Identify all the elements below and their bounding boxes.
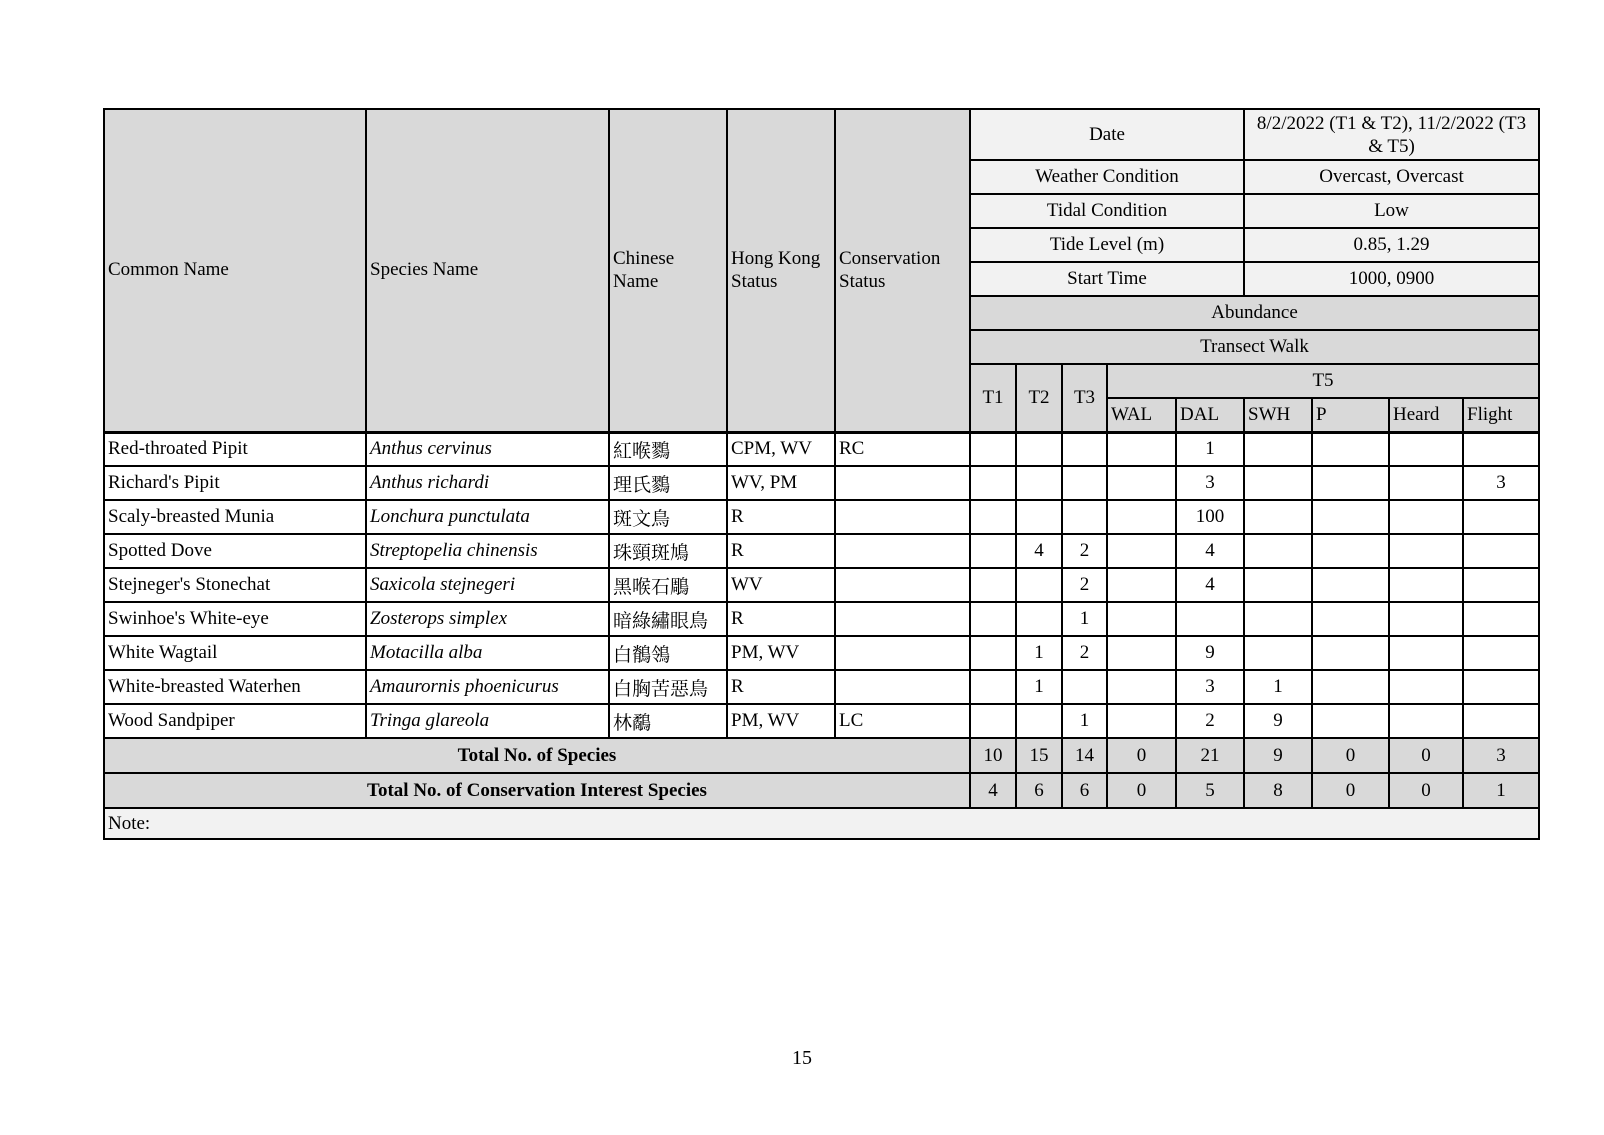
total-cell: 0 <box>1312 773 1389 808</box>
abundance-cell <box>1244 500 1312 534</box>
total-cell: 0 <box>1107 738 1176 773</box>
abundance-cell: 3 <box>1463 466 1539 500</box>
abundance-cell <box>1107 602 1176 636</box>
header-t1: T1 <box>970 364 1016 432</box>
hk-status-cell: WV, PM <box>727 466 835 500</box>
abundance-cell: 2 <box>1176 704 1244 738</box>
abundance-cell: 2 <box>1062 636 1107 670</box>
hk-status-cell: R <box>727 534 835 568</box>
abundance-cell <box>1463 670 1539 704</box>
abundance-cell <box>1389 500 1463 534</box>
abundance-cell <box>1062 432 1107 466</box>
page-number: 15 <box>792 1047 812 1069</box>
note-row <box>104 808 1539 839</box>
abundance-cell <box>1389 636 1463 670</box>
abundance-cell <box>1312 568 1389 602</box>
header-t3: T3 <box>1062 364 1107 432</box>
header-t5: T5 <box>1107 364 1539 398</box>
conservation-status-cell <box>835 636 970 670</box>
chinese-name-cell: 黑喉石鵰 <box>609 568 727 602</box>
abundance-cell: 4 <box>1176 568 1244 602</box>
abundance-cell <box>1463 534 1539 568</box>
abundance-cell <box>1389 432 1463 466</box>
total-cell: 21 <box>1176 738 1244 773</box>
weather-value: Overcast, Overcast <box>1244 160 1539 194</box>
chinese-name-cell: 紅喉鷚 <box>609 432 727 466</box>
table-row <box>104 466 1539 500</box>
total-cell: 1 <box>1463 773 1539 808</box>
abundance-cell <box>1389 568 1463 602</box>
abundance-cell <box>1312 602 1389 636</box>
abundance-cell <box>1389 670 1463 704</box>
conservation-status-cell <box>835 568 970 602</box>
abundance-cell: 1 <box>1062 704 1107 738</box>
abundance-cell <box>1244 602 1312 636</box>
total-cell: 10 <box>970 738 1016 773</box>
species-name-cell: Amaurornis phoenicurus <box>366 670 609 704</box>
start-time-value: 1000, 0900 <box>1244 262 1539 296</box>
abundance-cell <box>1107 568 1176 602</box>
chinese-name-cell: 白胸苦惡鳥 <box>609 670 727 704</box>
hk-status-cell: WV <box>727 568 835 602</box>
total-conservation-row <box>104 773 1539 808</box>
abundance-cell <box>1463 602 1539 636</box>
abundance-cell <box>1463 704 1539 738</box>
conservation-status-cell <box>835 534 970 568</box>
total-cell: 9 <box>1244 738 1312 773</box>
header-t2: T2 <box>1016 364 1062 432</box>
abundance-cell <box>1312 432 1389 466</box>
abundance-cell: 9 <box>1176 636 1244 670</box>
species-name-cell: Lonchura punctulata <box>366 500 609 534</box>
header-swh: SWH <box>1244 398 1312 432</box>
conservation-status-cell <box>835 466 970 500</box>
common-name-cell: White Wagtail <box>104 636 366 670</box>
total-cell: 14 <box>1062 738 1107 773</box>
table-row <box>104 534 1539 568</box>
abundance-cell <box>1176 602 1244 636</box>
abundance-cell <box>1312 500 1389 534</box>
chinese-name-cell: 理氏鷚 <box>609 466 727 500</box>
abundance-cell: 1 <box>1244 670 1312 704</box>
abundance-cell: 1 <box>1016 636 1062 670</box>
common-name-cell: White-breasted Waterhen <box>104 670 366 704</box>
bird-survey-table <box>103 108 1540 840</box>
hk-status-cell: PM, WV <box>727 704 835 738</box>
species-name-cell: Anthus richardi <box>366 466 609 500</box>
table-row <box>104 602 1539 636</box>
abundance-cell <box>1463 500 1539 534</box>
abundance-cell <box>1312 670 1389 704</box>
species-name-cell: Saxicola stejnegeri <box>366 568 609 602</box>
header-p: P <box>1312 398 1389 432</box>
abundance-cell <box>970 704 1016 738</box>
table-row <box>104 500 1539 534</box>
species-name-cell: Anthus cervinus <box>366 432 609 466</box>
abundance-cell <box>1107 534 1176 568</box>
conservation-status-cell: RC <box>835 432 970 466</box>
abundance-cell: 3 <box>1176 466 1244 500</box>
transect-walk-header: Transect Walk <box>970 330 1539 364</box>
total-cell: 6 <box>1016 773 1062 808</box>
hk-status-cell: R <box>727 500 835 534</box>
hk-status-cell: PM, WV <box>727 636 835 670</box>
common-name-cell: Red-throated Pipit <box>104 432 366 466</box>
abundance-cell <box>1389 534 1463 568</box>
table-row <box>104 670 1539 704</box>
abundance-cell <box>1016 432 1062 466</box>
abundance-cell <box>1463 568 1539 602</box>
chinese-name-cell: 白鶺鴒 <box>609 636 727 670</box>
abundance-cell <box>1312 466 1389 500</box>
total-cell: 4 <box>970 773 1016 808</box>
species-name-cell: Motacilla alba <box>366 636 609 670</box>
hk-status-cell: CPM, WV <box>727 432 835 466</box>
abundance-cell <box>1016 568 1062 602</box>
abundance-cell <box>1312 534 1389 568</box>
tidal-label: Tidal Condition <box>970 194 1244 228</box>
conservation-status-cell <box>835 500 970 534</box>
table-row <box>104 636 1539 670</box>
abundance-cell <box>1389 466 1463 500</box>
abundance-cell <box>1062 466 1107 500</box>
conservation-status-cell: LC <box>835 704 970 738</box>
total-cell: 0 <box>1312 738 1389 773</box>
common-name-cell: Swinhoe's White-eye <box>104 602 366 636</box>
abundance-cell <box>1244 534 1312 568</box>
header-species-name: Species Name <box>366 109 609 432</box>
hk-status-cell: R <box>727 602 835 636</box>
abundance-cell: 1 <box>1016 670 1062 704</box>
header-heard: Heard <box>1389 398 1463 432</box>
abundance-cell <box>970 568 1016 602</box>
abundance-cell <box>1389 602 1463 636</box>
table-row <box>104 704 1539 738</box>
abundance-cell <box>1107 704 1176 738</box>
header-conservation-status: Conservation Status <box>835 109 970 432</box>
abundance-cell: 2 <box>1062 534 1107 568</box>
hk-status-cell: R <box>727 670 835 704</box>
abundance-cell <box>1244 636 1312 670</box>
table-row <box>104 432 1539 466</box>
table-row <box>104 568 1539 602</box>
abundance-cell <box>1463 636 1539 670</box>
abundance-cell <box>1016 602 1062 636</box>
species-name-cell: Streptopelia chinensis <box>366 534 609 568</box>
header-hk-status: Hong Kong Status <box>727 109 835 432</box>
abundance-cell <box>1312 704 1389 738</box>
abundance-cell <box>1107 432 1176 466</box>
weather-label: Weather Condition <box>970 160 1244 194</box>
abundance-cell <box>1062 500 1107 534</box>
abundance-cell <box>970 432 1016 466</box>
total-cell: 0 <box>1389 773 1463 808</box>
abundance-cell: 1 <box>1062 602 1107 636</box>
abundance-cell: 4 <box>1016 534 1062 568</box>
tidal-value: Low <box>1244 194 1539 228</box>
abundance-cell <box>1062 670 1107 704</box>
common-name-cell: Stejneger's Stonechat <box>104 568 366 602</box>
abundance-cell: 3 <box>1176 670 1244 704</box>
total-cell: 8 <box>1244 773 1312 808</box>
header-common-name: Common Name <box>104 109 366 432</box>
date-label: Date <box>970 109 1244 160</box>
abundance-cell <box>1016 704 1062 738</box>
total-species-row <box>104 738 1539 773</box>
chinese-name-cell: 斑文鳥 <box>609 500 727 534</box>
total-cell: 3 <box>1463 738 1539 773</box>
abundance-cell <box>970 670 1016 704</box>
tide-level-label: Tide Level (m) <box>970 228 1244 262</box>
abundance-cell <box>970 500 1016 534</box>
abundance-cell <box>1016 466 1062 500</box>
abundance-cell <box>970 534 1016 568</box>
abundance-cell <box>970 602 1016 636</box>
abundance-cell <box>1244 432 1312 466</box>
common-name-cell: Richard's Pipit <box>104 466 366 500</box>
total-cell: 5 <box>1176 773 1244 808</box>
chinese-name-cell: 林鷸 <box>609 704 727 738</box>
date-value: 8/2/2022 (T1 & T2), 11/2/2022 (T3 & T5) <box>1244 109 1539 160</box>
conservation-status-cell <box>835 670 970 704</box>
note-text: Note: <box>104 808 1539 839</box>
header-dal: DAL <box>1176 398 1244 432</box>
total-conservation-row-label: Total No. of Conservation Interest Species <box>104 773 970 808</box>
common-name-cell: Wood Sandpiper <box>104 704 366 738</box>
total-cell: 15 <box>1016 738 1062 773</box>
total-cell: 6 <box>1062 773 1107 808</box>
abundance-cell: 1 <box>1176 432 1244 466</box>
abundance-cell <box>1107 466 1176 500</box>
common-name-cell: Scaly-breasted Munia <box>104 500 366 534</box>
abundance-cell: 4 <box>1176 534 1244 568</box>
abundance-cell <box>1463 432 1539 466</box>
header-wal: WAL <box>1107 398 1176 432</box>
species-name-cell: Zosterops simplex <box>366 602 609 636</box>
abundance-cell: 9 <box>1244 704 1312 738</box>
conservation-status-cell <box>835 602 970 636</box>
abundance-cell <box>1016 500 1062 534</box>
abundance-cell <box>970 466 1016 500</box>
abundance-cell: 2 <box>1062 568 1107 602</box>
header-chinese-name: Chinese Name <box>609 109 727 432</box>
abundance-cell <box>1312 636 1389 670</box>
abundance-cell <box>1107 670 1176 704</box>
abundance-cell <box>1107 500 1176 534</box>
start-time-label: Start Time <box>970 262 1244 296</box>
abundance-cell <box>1107 636 1176 670</box>
abundance-cell <box>970 636 1016 670</box>
abundance-cell: 100 <box>1176 500 1244 534</box>
total-species-row-label: Total No. of Species <box>104 738 970 773</box>
total-cell: 0 <box>1107 773 1176 808</box>
header-flight: Flight <box>1463 398 1539 432</box>
common-name-cell: Spotted Dove <box>104 534 366 568</box>
species-name-cell: Tringa glareola <box>366 704 609 738</box>
abundance-header: Abundance <box>970 296 1539 330</box>
abundance-cell <box>1389 704 1463 738</box>
chinese-name-cell: 暗綠繡眼鳥 <box>609 602 727 636</box>
abundance-cell <box>1244 568 1312 602</box>
chinese-name-cell: 珠頸斑鳩 <box>609 534 727 568</box>
tide-level-value: 0.85, 1.29 <box>1244 228 1539 262</box>
total-cell: 0 <box>1389 738 1463 773</box>
abundance-cell <box>1244 466 1312 500</box>
